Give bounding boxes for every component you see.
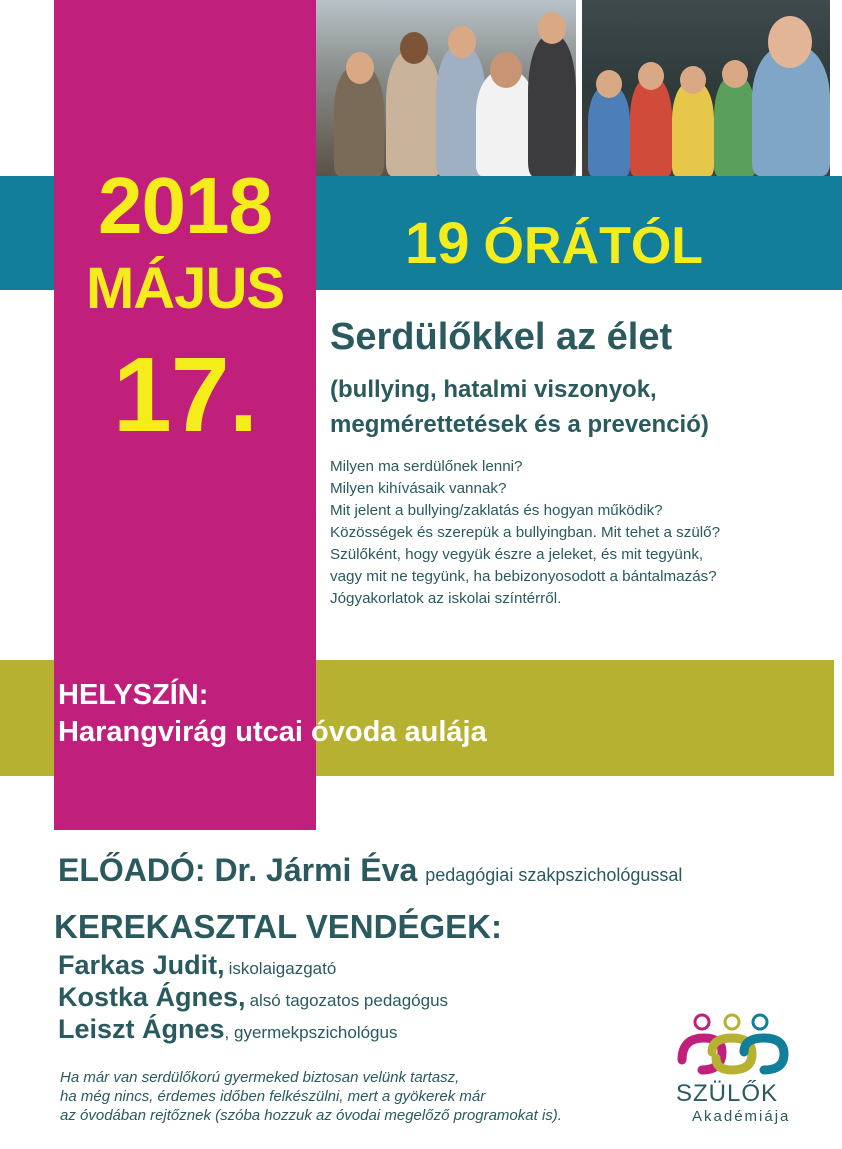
question-item: Közösségek és szerepük a bullyingban. Mit tehet a szülő? [330, 524, 721, 541]
note-line: az óvodában rejtőznek (szóba hozzuk az óvodai megelőző programokat is). [60, 1107, 562, 1124]
logo-text-main: SZÜLŐK [676, 1080, 779, 1107]
event-subtitle-line: megmérettetések és a prevenció) [330, 411, 709, 438]
question-item: Milyen ma serdülőnek lenni? [330, 458, 523, 475]
parents-chain-logo-icon [672, 1012, 802, 1080]
invitation-note [60, 1068, 562, 1125]
question-item: Jógyakorlatok az iskolai színtérről. [330, 590, 562, 607]
guest-role: iskolaigazgató [228, 959, 337, 978]
presenter [58, 852, 682, 889]
presenter-name: ELŐADÓ: Dr. Jármi Éva [58, 852, 418, 888]
venue-place: Harangvirág utcai óvoda aulája [58, 716, 487, 748]
presenter-role: pedagógiai szakpszichológussal [425, 865, 683, 885]
date-day: 17. [112, 336, 258, 454]
logo-text-sub: Akadémiája [692, 1108, 791, 1125]
event-subtitle-line: (bullying, hatalmi viszonyok, [330, 376, 657, 403]
question-item: Milyen kihívásaik vannak? [330, 480, 507, 497]
question-item: vagy mit ne tegyünk, ha bebizonyosodott a bántalmazás? [330, 568, 717, 585]
guest-name: Kostka Ágnes, [58, 982, 246, 1012]
date-year: 2018 [98, 161, 272, 250]
venue [58, 677, 487, 751]
guest-item [58, 982, 448, 1013]
question-item: Szülőként, hogy vegyük észre a jeleket, és mit tegyünk, [330, 546, 704, 563]
guest-role: alsó tagozatos pedagógus [249, 991, 449, 1010]
guest-role: , gyermekpszichológus [224, 1023, 398, 1042]
note-line: ha még nincs, érdemes időben felkészülni, mert a gyökerek már [60, 1088, 486, 1105]
question-item: Mit jelent a bullying/zaklatás és hogyan működik? [330, 502, 663, 519]
note-line: Ha már van serdülőkorú gyermeked biztosan velünk tartasz, [60, 1069, 460, 1086]
start-time-number: 19 [405, 211, 470, 276]
guest-name: Leiszt Ágnes [58, 1014, 225, 1044]
event-questions [330, 456, 720, 610]
bullied-girl-photo [582, 0, 830, 176]
guest-name: Farkas Judit, [58, 950, 225, 980]
event-title: Serdülőkkel az élet [330, 316, 673, 358]
teen-group-photo [316, 0, 576, 176]
start-time-unit: ÓRÁTÓL [483, 217, 704, 275]
event-subtitle [330, 372, 709, 442]
venue-label: HELYSZÍN: [58, 679, 209, 711]
guest-item [58, 1014, 397, 1045]
date-month: MÁJUS [85, 256, 285, 321]
guest-item [58, 950, 336, 981]
guests-heading: KEREKASZTAL VENDÉGEK: [54, 908, 502, 945]
start-time [405, 210, 703, 277]
